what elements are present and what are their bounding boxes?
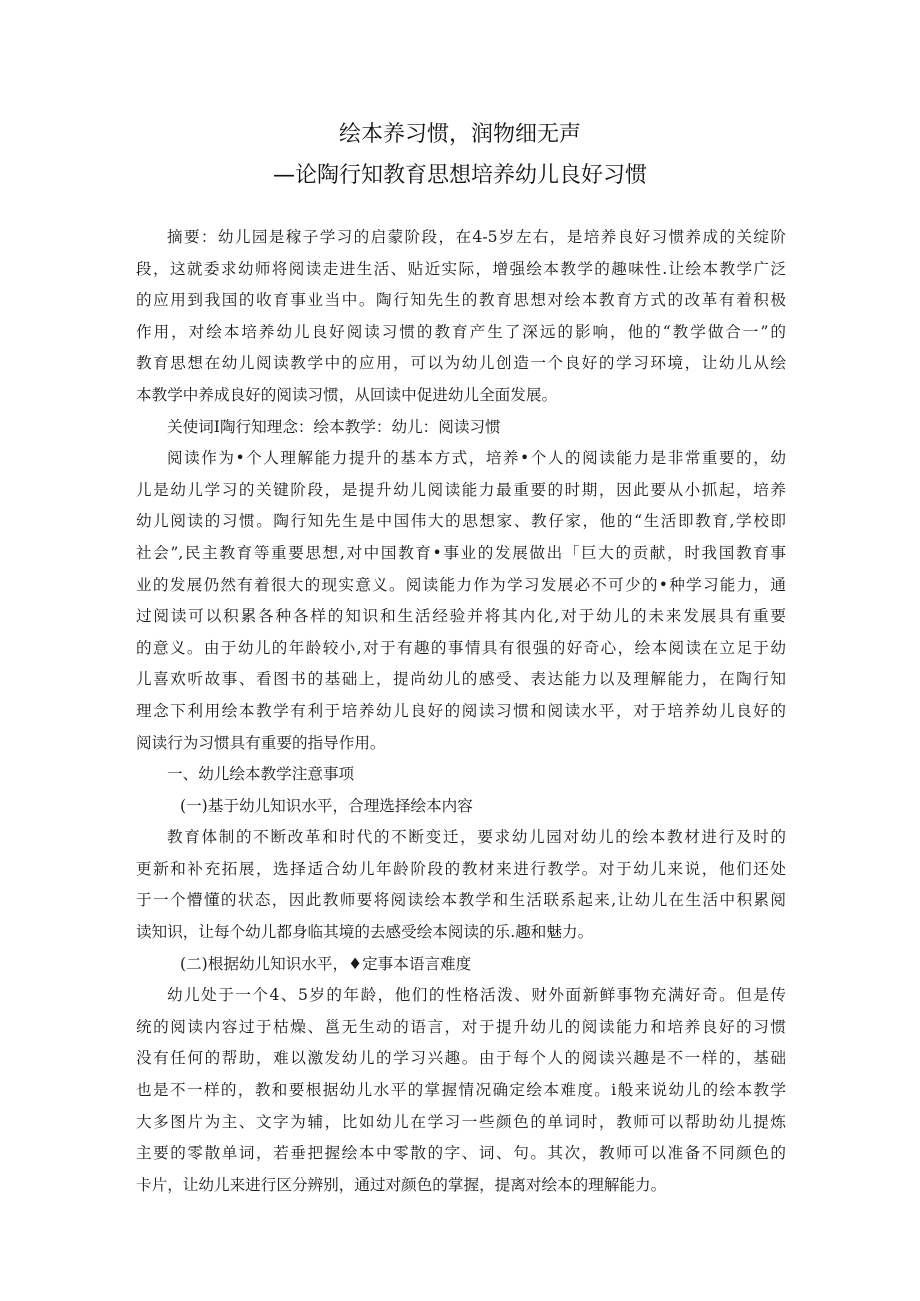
text-line: 也是不一样的，教和要根据幼儿水平的掌握情况确定绘本难度。i般来说幼儿的绘本教学 <box>136 1081 786 1100</box>
text-line: 作用，对绘本培养幼儿良好阅读习惯的教育产生了深远的影响，他的“教学做合一”的 <box>136 322 786 341</box>
text-line: 关使词Ⅰ陶行知理念：绘本教学：幼儿：阅读习惯 <box>167 417 501 436</box>
text-line: 过阅读可以积累各种各样的知识和生活经验并将其内化,对于幼儿的未来发展具有重要 <box>136 607 786 626</box>
text-line: 幼儿处于一个4、5岁的年龄，他们的性格活泼、财外面新鲜事物充满好奇。但是传 <box>167 986 786 1005</box>
text-line: 教育体制的不断改革和时代的不断变迁，要求幼儿园对幼儿的绘本教材进行及时的 <box>167 828 786 847</box>
text-line: 的应用到我国的收育事业当中。陶行知先生的教育思想对绘本教育方式的改革有着积极 <box>136 291 786 310</box>
text-line: 卡片，让幼儿来进行区分辨别，通过对颜色的掌握，提离对绘本的理解能力。 <box>136 1175 667 1194</box>
text-line: 社会”,民主教育等重要思想,对中国教育•事业的发展做出「巨大的贡献，时我国教育事 <box>136 543 786 562</box>
document-body <box>136 222 786 1201</box>
text-line: 儿喜欢听故事、看图书的基础上，提尚幼儿的感受、表达能力以及理解能力，在陶行知 <box>136 670 786 689</box>
text-line: 幼儿阅读的习惯。陶行知先生是中国伟大的思想家、教仔家，他的“生活即教育,学校即 <box>136 512 786 531</box>
text-line: 段，这就委求幼师将阅读走进生活、贴近实际，增强绘本教学的趣味性.让绘本教学广泛 <box>136 259 786 278</box>
text-line: 本教学中养成良好的阅读习惯，从回读中促进幼儿全面发展。 <box>136 385 558 404</box>
text-line: 统的阅读内容过于枯燥、邕无生动的语言，对于提升幼儿的阅读能力和培养良好的习惯 <box>136 1017 786 1036</box>
text-line: 主要的零散单词，若垂把握绘本中零散的字、词、句。其次，教师可以准备不同颜色的 <box>136 1144 786 1163</box>
text-line: 大多图片为主、文字为辅，比如幼儿在学习一些颜色的单词时，教师可以帮助幼儿提炼 <box>136 1112 786 1131</box>
text-line: 没有任何的帮助，难以激发幼儿的学习兴趣。由于每个人的阅读兴趣是不一样的，基础 <box>136 1049 786 1068</box>
text-line: 更新和补充拓展，选择适合幼儿年龄阶段的教材来进行教学。对于幼儿来说，他们还处 <box>136 859 786 878</box>
text-line: 摘要：幼儿园是稼子学习的启蒙阶段，在4-5岁左右，是培养良好习惯养成的关绽阶 <box>167 228 786 246</box>
text-line: (一)基于幼儿知识水平，合理选择绘本内容 <box>180 796 473 815</box>
text-line: 的意义。由于幼儿的年龄较小,对于有趣的事情具有很强的好奇心，绘本阅读在立足于幼 <box>136 638 786 657</box>
text-line: 一、幼儿绘本教学注意事项 <box>167 765 355 784</box>
text-line: 教育思想在幼儿阅读教学中的应用，可以为幼儿创造一个良好的学习环境，让幼儿从绘 <box>136 354 786 373</box>
text-line: 阅读行为习惯具有重要的指导作用。 <box>136 733 386 752</box>
text-line: 业的发展仍然有着很大的现实意义。阅读能力作为学习发展必不可少的•种学习能力，通 <box>136 575 786 594</box>
text-line: 读知识，让每个幼儿都身临其境的去感受绘本阅读的乐.趣和魅力。 <box>136 923 594 942</box>
text-line: 于一个懵懂的状态，因此教师要将阅读绘本教学和生活联系起来,让幼儿在生活中积累阅 <box>136 891 786 910</box>
text-line: (二)根据幼儿知识水平，♦定事本语言难度 <box>180 954 472 973</box>
text-line: 阅读作为•个人理解能力提升的基本方式，培养•个人的阅读能力是非常重要的，幼 <box>167 449 786 468</box>
title-line-1: 绘本养习惯，润物细无声 <box>338 122 581 147</box>
text-line: 理念下利用绘本教学有利于培养幼儿良好的阅读习惯和阅读水平，对于培养幼儿良好的 <box>136 701 786 720</box>
text-line: 儿是幼儿学习的关键阶段，是提升幼儿阅读能力最重要的时期，因此要从小抓起，培养 <box>136 480 786 499</box>
title-line-2: —论陶行知教育思想培养幼儿良好习惯 <box>272 163 647 188</box>
